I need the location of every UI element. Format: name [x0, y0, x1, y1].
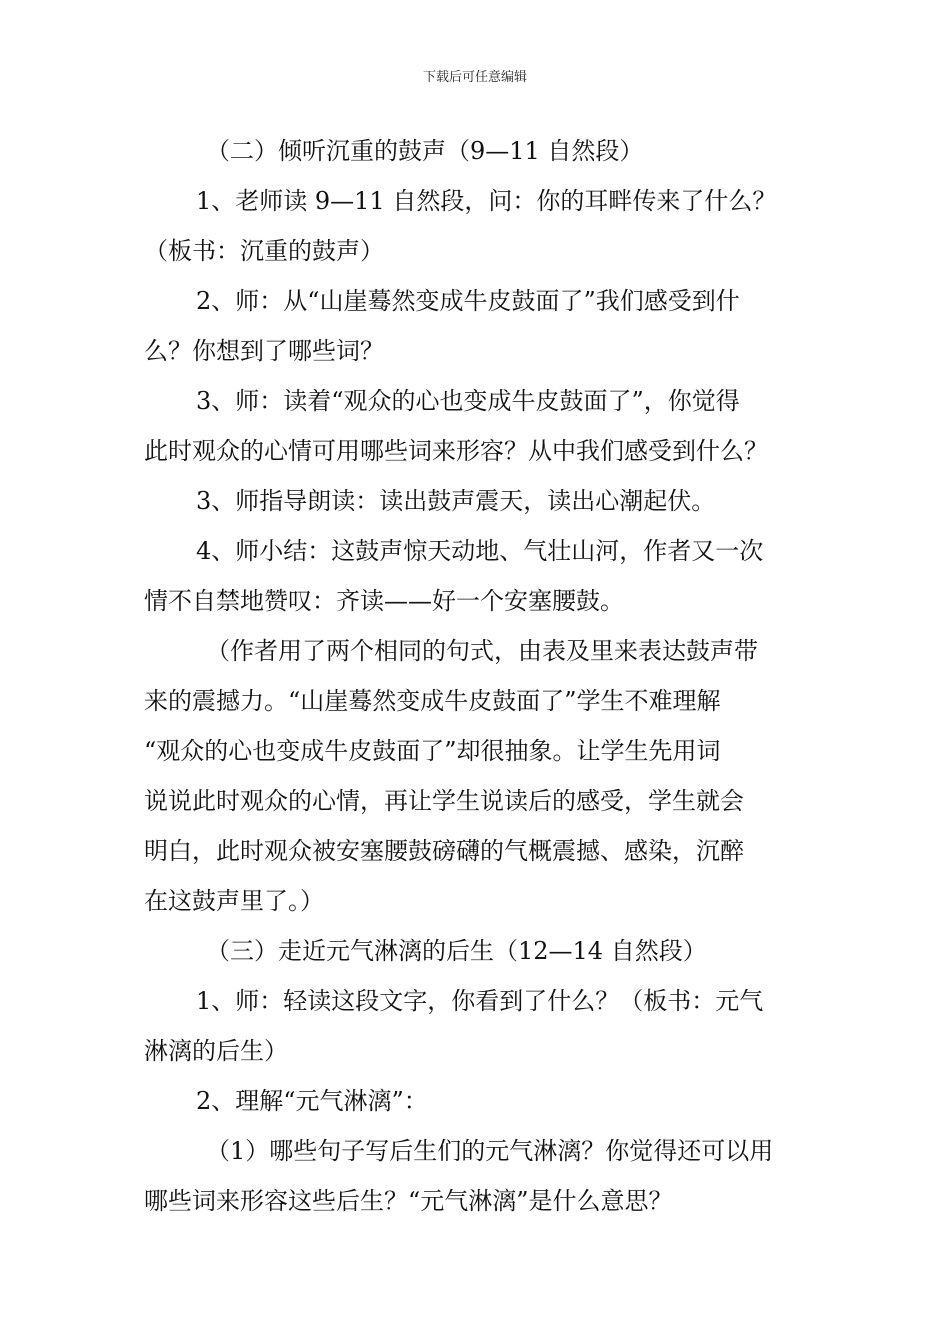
paragraph-line: （板书：沉重的鼓声）: [144, 237, 384, 265]
paragraph-line: 哪些词来形容这些后生？“元气淋漓”是什么意思？: [144, 1187, 673, 1215]
paragraph-line: （作者用了两个相同的句式，由表及里来表达鼓声带: [206, 637, 758, 665]
page-header: 下载后可任意编辑: [422, 70, 527, 85]
paragraph-line: 此时观众的心情可用哪些词来形容？从中我们感受到什么？: [144, 437, 768, 465]
document-body: [144, 126, 808, 1226]
paragraph-line: 3、师：读着“观众的心也变成牛皮鼓面了”，你觉得: [196, 387, 740, 415]
paragraph-line: 2、理解“元气淋漓”：: [196, 1087, 428, 1115]
paragraph-line: 淋漓的后生）: [144, 1037, 288, 1065]
section-heading: （二）倾听沉重的鼓声（9—11 自然段）: [206, 137, 644, 165]
paragraph-line: 1、师：轻读这段文字，你看到了什么？（板书：元气: [196, 987, 764, 1015]
paragraph-line: 1、老师读 9—11 自然段，问：你的耳畔传来了什么？: [196, 187, 777, 215]
paragraph-line: “观众的心也变成牛皮鼓面了”却很抽象。让学生先用词: [144, 737, 721, 765]
paragraph-line: 在这鼓声里了。）: [144, 887, 324, 915]
paragraph-line: 说说此时观众的心情，再让学生说读后的感受，学生就会: [144, 787, 744, 815]
paragraph-line: 么？你想到了哪些词？: [144, 337, 384, 365]
paragraph-line: 情不自禁地赞叹：齐读——好一个安塞腰鼓。: [144, 587, 624, 615]
paragraph-line: 4、师小结：这鼓声惊天动地、气壮山河，作者又一次: [196, 537, 764, 565]
section-heading: （三）走近元气淋漓的后生（12—14 自然段）: [206, 937, 707, 965]
paragraph-line: 明白，此时观众被安塞腰鼓磅礴的气概震撼、感染，沉醉: [144, 837, 744, 865]
paragraph-line: 来的震撼力。“山崖蓦然变成牛皮鼓面了”学生不难理解: [144, 687, 721, 715]
paragraph-line: （1）哪些句子写后生们的元气淋漓？你觉得还可以用: [206, 1137, 774, 1165]
paragraph-line: 3、师指导朗读：读出鼓声震天，读出心潮起伏。: [196, 487, 716, 515]
paragraph-line: 2、师：从“山崖蓦然变成牛皮鼓面了”我们感受到什: [196, 287, 740, 315]
